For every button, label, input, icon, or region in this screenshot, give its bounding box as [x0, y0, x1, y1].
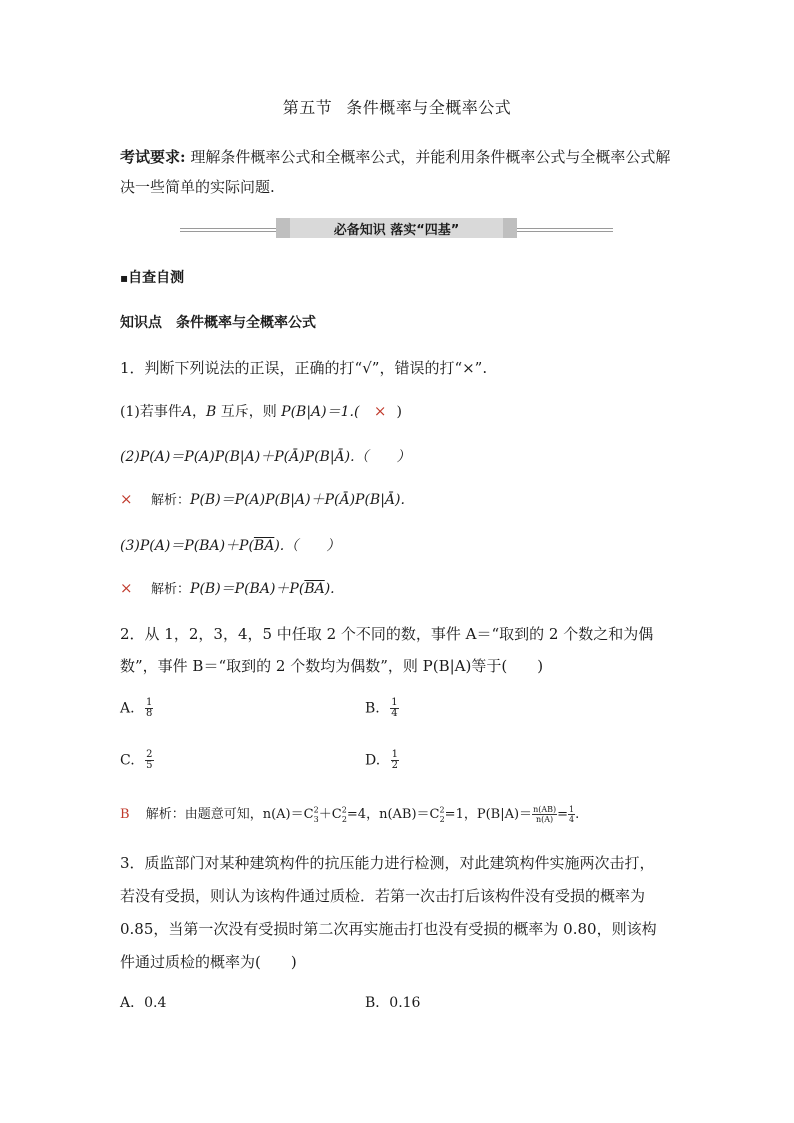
banner-text: 必备知识 落实“四基”: [333, 223, 460, 238]
q1-item-2: (2)P(A)＝P(A)P(B|A)＋P(Ā)P(B|Ā).（ ）: [120, 449, 411, 465]
q3-option-a: A．0.4: [120, 995, 167, 1011]
banner-rule-right-2: [517, 231, 613, 232]
banner-rule-right: [517, 228, 613, 229]
banner-rule-left-2: [180, 231, 276, 232]
requirement-text: 理解条件概率公式和全概率公式，并能利用条件概率公式与全概率公式解决一些简单的实际问题.: [120, 148, 671, 196]
q2-option-d: D. $\frac{1}{2}$: [365, 749, 399, 771]
knowledge-point: [120, 312, 316, 332]
q2-answer: B: [120, 807, 130, 822]
page-title: [0, 95, 794, 118]
exam-requirement: [120, 142, 680, 202]
wrong-mark-icon: ×: [120, 579, 133, 597]
q3-stem: 3．质监部门对某种建筑构件的抗压能力进行检测，对此建筑构件实施两次击打， 若没有受损，则认为该构件通过质检．若第一次击打后该构件没有受损的概率为 0.85，当第一次没有受损时第二次再实施击打也没有受损的概率为 0.80，则该构 件通过质检的概率为( ): [120, 854, 657, 971]
q1-stem: 1．判断下列说法的正误，正确的打“√”，错误的打“×”.: [120, 359, 488, 377]
solution-label: 解析：: [151, 493, 191, 508]
knowledge-point-label: 知识点: [120, 315, 162, 331]
solution-label: 解析：: [145, 807, 185, 822]
heading-marker-icon: ▪: [120, 271, 129, 285]
q1-item-3: $(3)P(A)=P(BA)+P(\overline{BA})$.（ ）: [120, 538, 341, 554]
section-name: 条件概率与全概率公式: [346, 98, 512, 117]
q1-item-2-solution: × 解析：P(B)＝P(A)P(B|A)＋P(Ā)P(B|Ā).: [120, 490, 405, 508]
knowledge-point-name: 条件概率与全概率公式: [176, 315, 316, 331]
banner-rule-left: [180, 228, 276, 229]
q2-stem: 2．从 1，2，3，4，5 中任取 2 个不同的数，事件 A＝“取到的 2 个数之和为偶 数”，事件 B＝“取到的 2 个数均为偶数”，则 P(B|A)等于( ): [120, 625, 654, 675]
q2-option-b: B. $\frac{1}{4}$: [365, 697, 398, 719]
section-heading: ▪自查自测: [120, 270, 185, 286]
section-banner: [276, 218, 517, 238]
requirement-label: 考试要求:: [120, 148, 186, 166]
q2-option-c: C. $\frac{2}{5}$: [120, 749, 153, 771]
q1-item-1-answer: ×: [373, 402, 387, 420]
q1-item-1: (1)若事件A，B 互斥，则 P(B|A)＝1.( × ): [120, 402, 402, 420]
q2-solution: B 解析：由题意可知，$n(A)=C^2_3+C^2_2=4$，$n(AB)=C^2_2=1$，P(B|A)＝ $\frac{n(AB)}{n(A)}$ = $\frac{1}{4}$ .: [120, 805, 580, 824]
solution-label: 解析：: [151, 582, 191, 597]
wrong-mark-icon: ×: [120, 490, 133, 508]
section-number: 第五节: [282, 98, 333, 117]
q2-option-a: A. $\frac{1}{8}$: [120, 697, 153, 719]
q1-item-3-solution: × 解析：$P(B)=P(BA)+P(\overline{BA})$.: [120, 579, 335, 597]
q3-option-b: B．0.16: [365, 995, 421, 1011]
